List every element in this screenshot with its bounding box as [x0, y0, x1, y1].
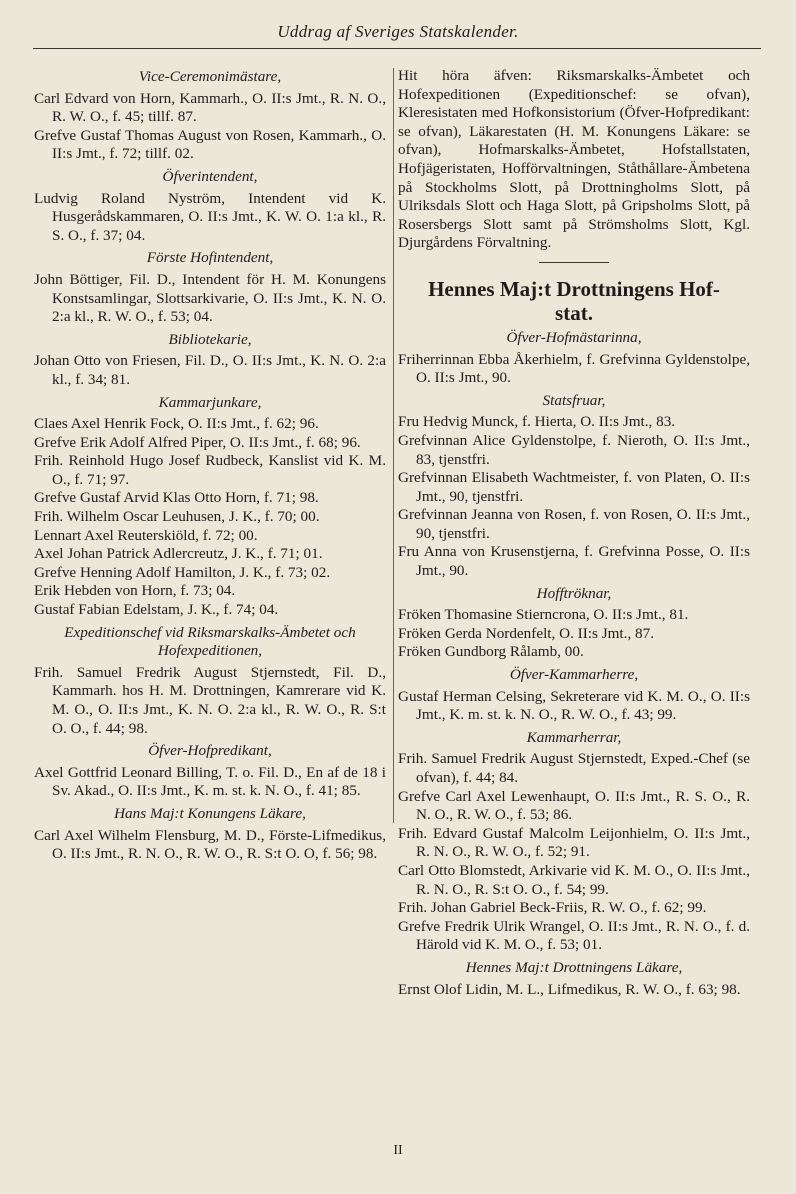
entry: Carl Otto Blomstedt, Arkivarie vid K. M. O., O. II:s Jmt., R. N. O., R. S:t O. O., f. 54; 99.	[398, 861, 750, 898]
section	[34, 394, 386, 620]
intro-paragraph: Hit höra äfven: Riksmarskalks-Ämbetet och Hofexpeditionen (Expeditionschef: se ofvan), Kleresistaten med Hofkonsistorium (Öfver-Hofpredikant: se ofvan), Läkarestaten (H. M. Konungens Läkare: se ofvan), Hofmarskalks-Ämbetet, Hofstallstaten, Hofjägeristaten, Hofförvaltningen, Ståthållare-Ämbetena på Stockholms Slott, på Drottningholms Slott, på Ulriksdals Slott och Haga Slott, på Gripsholms Slott, på Rosersbergs Slott samt på Strömsholms Slott, Kgl. Djurgårdens Förvaltning.	[398, 67, 750, 252]
entry: Lennart Axel Reuterskiöld, f. 72; 00.	[34, 526, 258, 544]
entry: Gustaf Fabian Edelstam, J. K., f. 74; 04.	[34, 601, 279, 619]
section	[34, 168, 386, 245]
left-column	[34, 64, 386, 864]
section	[34, 624, 386, 739]
section	[398, 585, 750, 662]
section	[34, 805, 386, 864]
section-title: Öfver-Hofmästarinna,	[506, 328, 642, 346]
entry: Axel Johan Patrick Adlercreutz, J. K., f. 71; 01.	[34, 545, 323, 563]
entry: Fröken Thomasine Stierncrona, O. II:s Jmt., 81.	[398, 606, 689, 624]
entry: Claes Axel Henrik Fock, O. II:s Jmt., f. 62; 96.	[34, 415, 319, 433]
entry: Grefve Erik Adolf Alfred Piper, O. II:s Jmt., f. 68; 96.	[34, 433, 361, 451]
entry: Grefvinnan Jeanna von Rosen, f. von Rosen, O. II:s Jmt., 90, tjenstfri.	[398, 506, 750, 542]
entry: Frih. Samuel Fredrik August Stjernstedt, Exped.-Chef (se ofvan), f. 44; 84.	[398, 750, 750, 786]
entry: Frih. Wilhelm Oscar Leuhusen, J. K., f. 70; 00.	[34, 508, 320, 526]
section-heading-line: Hennes Maj:t Drottningens Hof-	[428, 276, 720, 301]
entry: Erik Hebden von Horn, f. 73; 04.	[34, 582, 236, 600]
section-title: Hennes Maj:t Drottningens Läkare,	[465, 958, 683, 976]
entry: Axel Gottfrid Leonard Billing, T. o. Fil. D., En af de 18 i Sv. Akad., O. II:s Jmt., K. m. st. k. N. O., f. 41; 85.	[34, 763, 386, 800]
entry: Fru Anna von Krusenstjerna, f. Grefvinna Posse, O. II:s Jmt., 90.	[398, 543, 750, 580]
entry: Carl Axel Wilhelm Flensburg, M. D., Förste-Lifmedikus, O. II:s Jmt., R. N. O., R. W. O., R. S:t O. O, f. 56; 98.	[34, 826, 386, 863]
section-rule	[539, 262, 609, 263]
entry: Frih. Samuel Fredrik August Stjernstedt, Fil. D., Kammarh. hos H. M. Drottningen, Kamrerare vid K. M. O., O. II:s Jmt., K. N. O. 2:a kl., R. W. O., R. S:t O. O., f. 44; 98.	[34, 663, 386, 737]
section	[398, 666, 750, 725]
entry: Grefve Gustaf Thomas August von Rosen, Kammarh., O. II:s Jmt., f. 72; tillf. 02.	[34, 126, 386, 163]
section-title: Expeditionschef vid Riksmarskalks-Ämbetet och Hofexpeditionen,	[64, 623, 356, 660]
section	[398, 392, 750, 581]
section	[34, 68, 386, 164]
entry: Frih. Reinhold Hugo Josef Rudbeck, Kanslist vid K. M. O., f. 71; 97.	[34, 452, 386, 488]
entry: Johan Otto von Friesen, Fil. D., O. II:s Jmt., K. N. O. 2:a kl., f. 34; 81.	[34, 352, 386, 388]
section	[34, 249, 386, 326]
section-title: Hans Maj:t Konungens Läkare,	[114, 804, 306, 822]
running-header: Uddrag af Sveriges Statskalender.	[277, 22, 519, 41]
section-title: Kammarherrar,	[526, 728, 622, 746]
entry: Gustaf Herman Celsing, Sekreterare vid K. M. O., O. II:s Jmt., K. m. st. k. N. O., R. W. O., f. 43; 99.	[398, 687, 750, 724]
entry: Frih. Johan Gabriel Beck-Friis, R. W. O., f. 62; 99.	[398, 899, 707, 917]
section	[34, 331, 386, 390]
right-column	[398, 64, 750, 999]
entry: John Böttiger, Fil. D., Intendent för H. M. Konungens Konstsamlingar, Slottsarkivarie, O. II:s Jmt., K. N. O. 2:a kl., R. W. O., f. 53; 04.	[34, 270, 386, 326]
section-title: Öfverintendent,	[162, 167, 258, 185]
section	[398, 959, 750, 999]
section-title: Förste Hofintendent,	[146, 249, 274, 267]
section-title: Öfver-Kammarherre,	[509, 666, 639, 684]
entry: Fru Hedvig Munck, f. Hierta, O. II:s Jmt., 83.	[398, 413, 676, 431]
entry: Ernst Olof Lidin, M. L., Lifmedikus, R. W. O., f. 63; 98.	[398, 980, 741, 998]
entry: Carl Edvard von Horn, Kammarh., O. II:s Jmt., R. N. O., R. W. O., f. 45; tillf. 87.	[34, 89, 386, 126]
section-heading-line: stat.	[555, 300, 593, 325]
section	[398, 329, 750, 388]
entry: Grefve Henning Adolf Hamilton, J. K., f. 73; 02.	[34, 563, 331, 581]
section	[398, 729, 750, 955]
section-heading	[398, 277, 750, 325]
entry: Grefve Carl Axel Lewenhaupt, O. II:s Jmt., R. S. O., R. N. O., R. W. O., f. 53; 86.	[398, 787, 750, 824]
section	[34, 742, 386, 801]
entry: Ludvig Roland Nyström, Intendent vid K. Husgerådskammaren, O. II:s Jmt., K. W. O. 1:a kl., R. S. O., f. 37; 04.	[34, 189, 386, 244]
section-title: Hofftröknar,	[536, 584, 612, 602]
section-title: Öfver-Hofpredikant,	[148, 742, 272, 760]
entry: Grefve Gustaf Arvid Klas Otto Horn, f. 71; 98.	[34, 489, 319, 507]
entry: Fröken Gundborg Rålamb, 00.	[398, 643, 584, 661]
entry: Fröken Gerda Nordenfelt, O. II:s Jmt., 87.	[398, 624, 655, 642]
section-title: Kammarjunkare,	[158, 393, 262, 411]
page-number: II	[393, 1143, 403, 1158]
section-title: Vice-Ceremonimästare,	[138, 68, 282, 85]
entry: Grefvinnan Elisabeth Wachtmeister, f. von Platen, O. II:s Jmt., 90, tjenstfri.	[398, 469, 750, 505]
entry: Friherrinnan Ebba Åkerhielm, f. Grefvinna Gyldenstolpe, O. II:s Jmt., 90.	[398, 350, 750, 387]
right-sections	[398, 329, 750, 999]
entry: Frih. Edvard Gustaf Malcolm Leijonhielm, O. II:s Jmt., R. N. O., R. W. O., f. 52; 91.	[398, 824, 750, 861]
entry: Grefvinnan Alice Gyldenstolpe, f. Nieroth, O. II:s Jmt., 83, tjenstfri.	[398, 431, 750, 468]
header-rule	[33, 48, 761, 49]
section-title: Statsfruar,	[542, 391, 606, 409]
section-title: Bibliotekarie,	[168, 330, 252, 348]
entry: Grefve Fredrik Ulrik Wrangel, O. II:s Jmt., R. N. O., f. d. Härold vid K. M. O., f. 53; 01.	[398, 917, 750, 954]
column-divider	[393, 68, 394, 823]
